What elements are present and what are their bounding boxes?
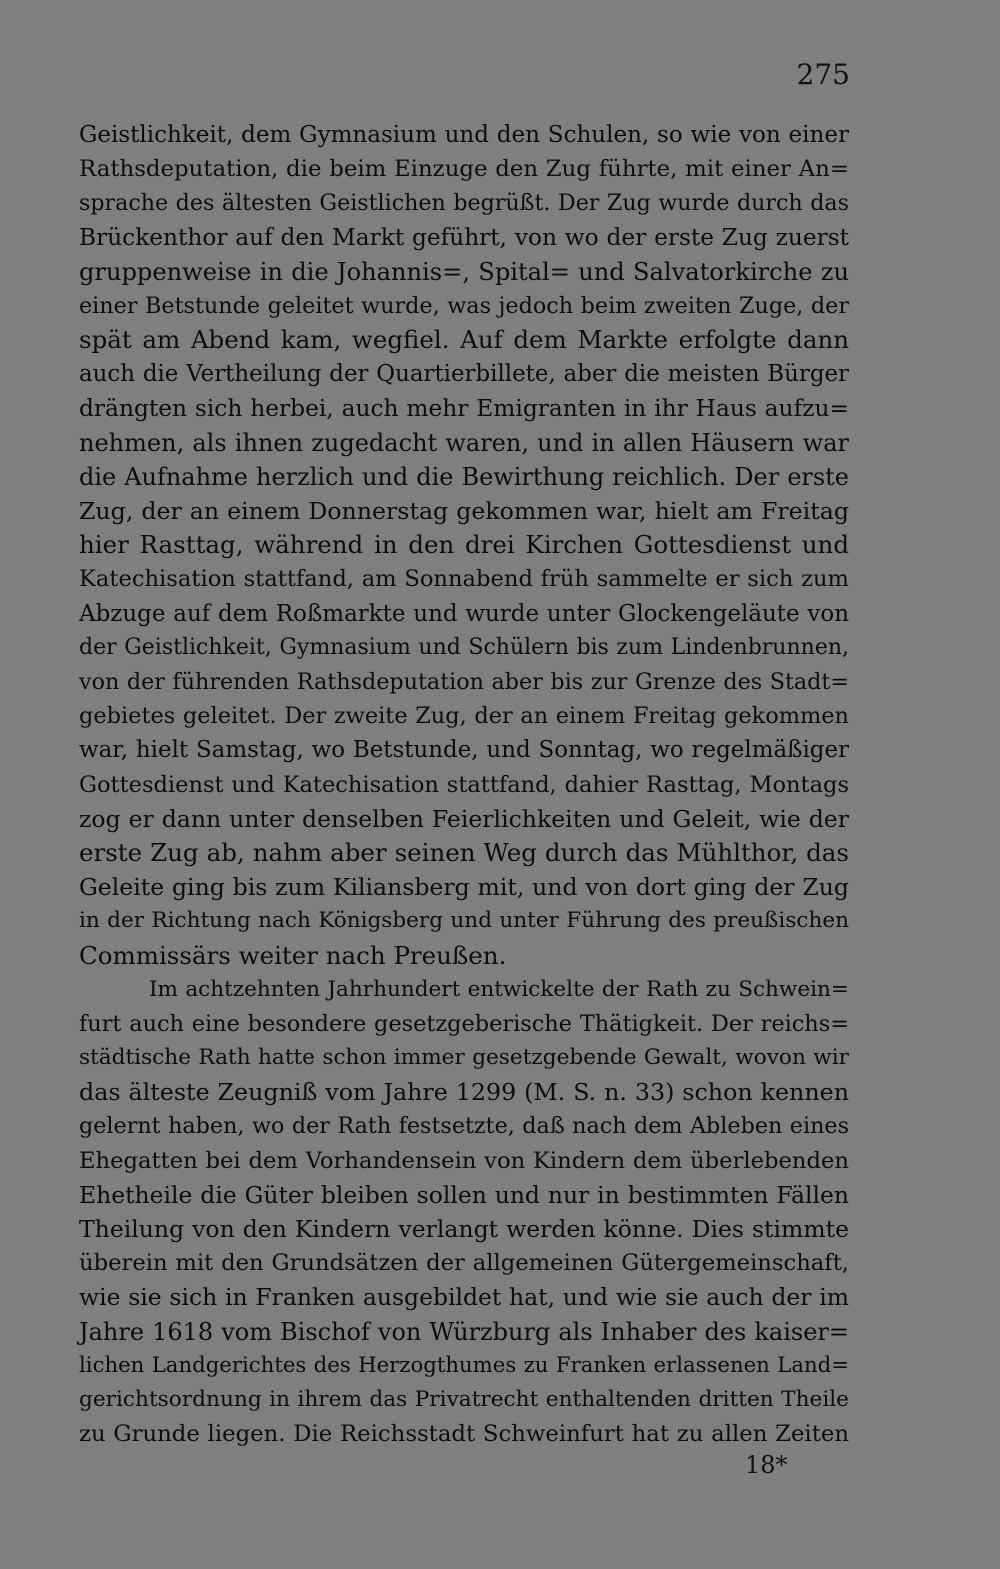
text-line: war, hielt Samstag, wo Betstunde, und Sonntag, wo regelmäßiger [79, 737, 849, 764]
text-line: Geleite ging bis zum Kiliansberg mit, und von dort ging der Zug [79, 873, 849, 902]
text-line: das älteste Zeugniß vom Jahre 1299 (M. S. n. 33) schon kennen [79, 1078, 849, 1107]
text-line: hier Rasttag, während in den drei Kirchen Gottesdienst und [79, 530, 849, 560]
text-line: städtische Rath hatte schon immer gesetzgebende Gewalt, wovon wir [79, 1045, 849, 1071]
text-line: nehmen, als ihnen zugedacht waren, und in allen Häusern war [79, 428, 849, 457]
text-line: lichen Landgerichtes des Herzogthumes zu Franken erlassenen Land= [79, 1352, 849, 1378]
text-line: gelernt haben, wo der Rath festsetzte, daß nach dem Ableben eines [79, 1113, 849, 1140]
text-line: Geistlichkeit, dem Gymnasium und den Schulen, so wie von einer [79, 122, 849, 148]
text-line: Theilung von den Kindern verlangt werden könne. Dies stimmte [79, 1215, 849, 1243]
text-line: Jahre 1618 vom Bischof von Würzburg als Inhaber des kaiser= [79, 1317, 849, 1346]
text-line: sprache des ältesten Geistlichen begrüßt. Der Zug wurde durch das [79, 190, 849, 217]
text-line: der Geistlichkeit, Gymnasium und Schülern bis zum Lindenbrunnen, [79, 634, 849, 660]
page-number: 275 [796, 58, 850, 91]
text-line: Katechisation stattfand, am Sonnabend früh sammelte er sich zum [79, 566, 849, 593]
text-line: Ehegatten bei dem Vorhandensein von Kindern dem überlebenden [79, 1147, 849, 1174]
text-line: Rathsdeputation, die beim Einzuge den Zug führte, mit einer An= [79, 156, 849, 183]
paragraph-2 [79, 973, 849, 1452]
text-line: drängten sich herbei, auch mehr Emigranten in ihr Haus aufzu= [79, 394, 849, 422]
text-line: einer Betstunde geleitet wurde, was jedoch beim zweiten Zuge, der [79, 292, 849, 319]
text-line: erste Zug ab, nahm aber seinen Weg durch das Mühlthor, das [79, 837, 849, 867]
paragraph-1 [79, 118, 849, 973]
text-line: zu Grunde liegen. Die Reichsstadt Schweinfurt hat zu allen Zeiten [79, 1421, 849, 1448]
signature-mark: 18* [745, 1451, 788, 1479]
text-line: die Aufnahme herzlich und die Bewirthung reichlich. Der erste [79, 462, 849, 491]
text-line: gruppenweise in die Johannis=, Spital= und Salvatorkirche zu [79, 257, 849, 286]
text-line: Gottesdienst und Katechisation stattfand, dahier Rasttag, Montags [79, 771, 849, 798]
text-line: Ehetheile die Güter bleiben sollen und nur in bestimmten Fällen [79, 1180, 849, 1209]
text-line: überein mit den Grundsätzen der allgemeinen Gütergemeinschaft, [79, 1250, 849, 1277]
text-line: furt auch eine besondere gesetzgeberische Thätigkeit. Der reichs= [79, 1010, 849, 1037]
text-line: Zug, der an einem Donnerstag gekommen war, hielt am Freitag [79, 497, 849, 526]
text-line: gerichtsordnung in ihrem das Privatrecht enthaltenden dritten Theile [79, 1386, 849, 1412]
text-line: gebietes geleitet. Der zweite Zug, der an einem Freitag gekommen [79, 703, 849, 730]
text-line: auch die Vertheilung der Quartierbillete, aber die meisten Bürger [79, 361, 849, 388]
text-line: spät am Abend kam, wegfiel. Auf dem Markte erfolgte dann [79, 325, 849, 355]
body-text [79, 118, 849, 1451]
text-line: Im achtzehnten Jahrhundert entwickelte der Rath zu Schwein= [149, 976, 849, 1002]
text-line: Commissärs weiter nach Preußen. [79, 940, 507, 970]
text-line: zog er dann unter denselben Feierlichkeiten und Geleit, wie der [79, 804, 849, 833]
text-line: Brückenthor auf den Markt geführt, von wo der erste Zug zuerst [79, 223, 849, 251]
text-line: in der Richtung nach Königsberg und unter Führung des preußischen [79, 908, 849, 934]
text-line: Abzuge auf dem Roßmarkte und wurde unter Glockengeläute von [79, 600, 849, 627]
text-line: wie sie sich in Franken ausgebildet hat, und wie sie auch der im [79, 1283, 849, 1312]
text-line: von der führenden Rathsdeputation aber bis zur Grenze des Stadt= [79, 669, 849, 695]
